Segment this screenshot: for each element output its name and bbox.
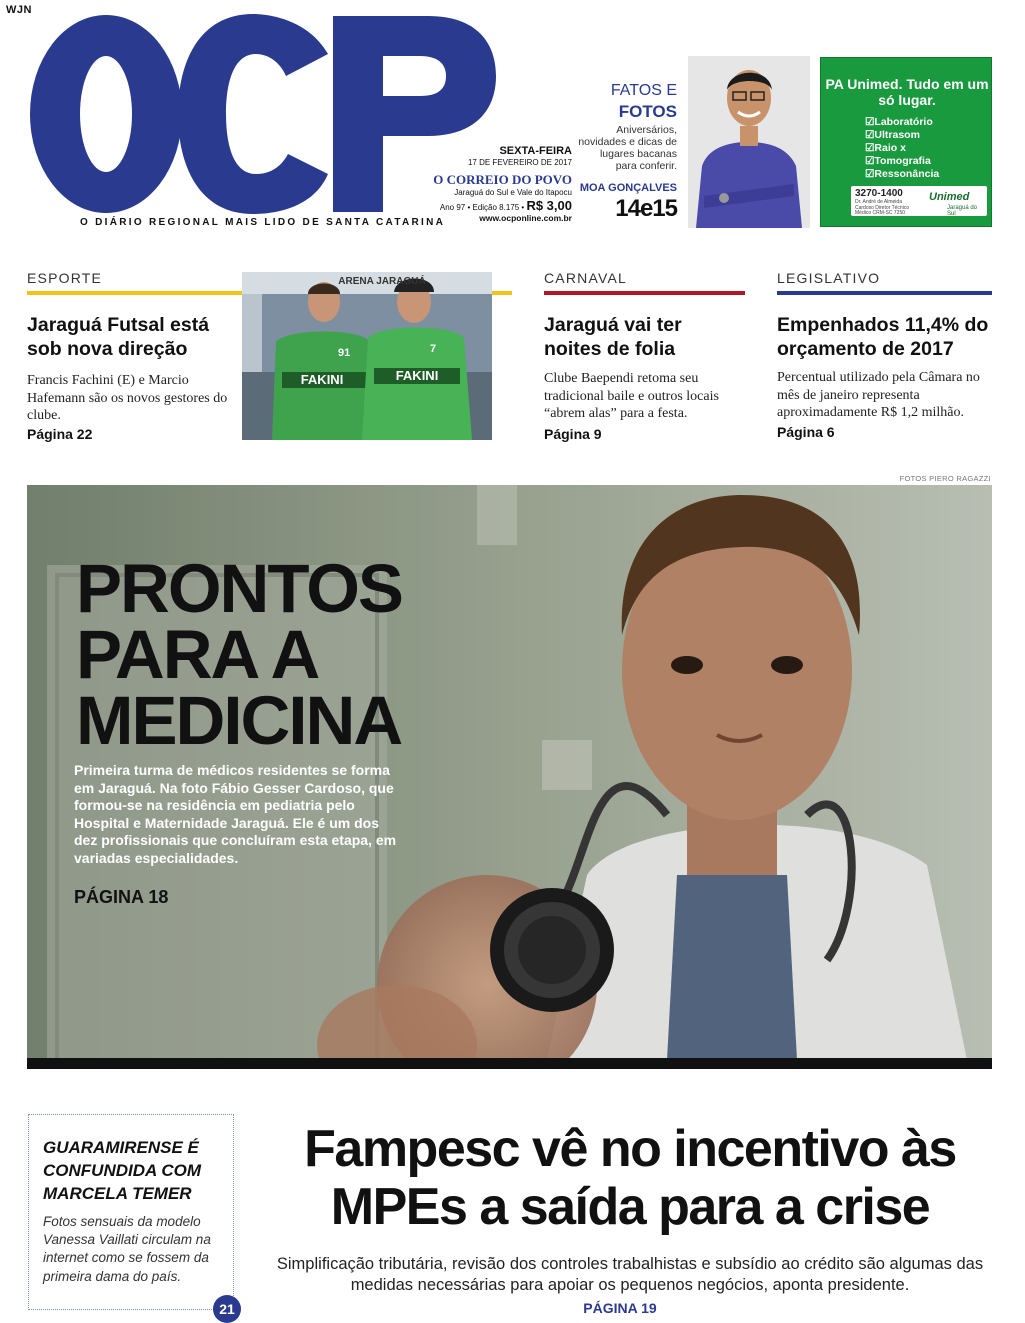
- edition-day: SEXTA-FEIRA: [499, 145, 572, 157]
- photo-bottom-bar: [27, 1058, 992, 1069]
- section-rule: [777, 291, 992, 295]
- fatos-pages: 14e15: [615, 195, 677, 222]
- teaser-page[interactable]: Página 22: [27, 426, 93, 442]
- teaser-body: Percentual utilizado pela Câmara no mês de janeiro representa aproximadamente R$ 1,2 milhão.: [777, 370, 980, 420]
- issue-number: Ano 97 • Edição 8.175 •: [439, 202, 525, 212]
- sidebar-body: Fotos sensuais da modelo Vanessa Vaillati circulam na internet como se fossem da primeira dama do país.: [43, 1214, 211, 1284]
- bottom-headline[interactable]: Fampesc vê no incentivo às MPEs a saída para a crise: [304, 1120, 956, 1236]
- columnist-photo: [688, 56, 810, 228]
- main-lead: Primeira turma de médicos residentes se forma em Jaraguá. Na foto Fábio Gesser Cardoso, que formou-se na residência em pediatria pelo Hospital e Maternidade Jaraguá. Ele é um dos dez profissionais que concluíram esta etapa, em variadas especialidades.: [74, 762, 397, 866]
- main-headline[interactable]: [76, 550, 402, 759]
- section-label: LEGISLATIVO: [777, 270, 881, 286]
- teaser-headline[interactable]: Jaraguá Futsal está sob nova direção: [27, 314, 210, 361]
- ad-service-item: ☑ Raio x: [865, 142, 939, 155]
- ad-service-item: ☑ Tomografia: [865, 155, 939, 168]
- ad-service-item: ☑ Ressonância: [865, 168, 939, 181]
- issue-price-row: [420, 199, 572, 214]
- teaser-body: Francis Fachini (E) e Marcio Hafemann são os novos gestores do clube.: [27, 373, 228, 423]
- fatos-title-2: FOTOS: [618, 102, 677, 121]
- fatos-title-1: FATOS E: [610, 82, 677, 99]
- ad-service-item: ☑ Laboratório: [865, 116, 939, 129]
- page-badge[interactable]: 21: [213, 1295, 241, 1323]
- columnist-name: MOA GONÇALVES: [579, 182, 677, 194]
- ad-title: PA Unimed. Tudo em um só lugar.: [825, 76, 989, 109]
- section-label: ESPORTE: [27, 270, 103, 286]
- unimed-ad[interactable]: [820, 57, 992, 227]
- headline-line: PRONTOS: [76, 550, 402, 627]
- sidebar-story[interactable]: [28, 1114, 235, 1317]
- section-rule: [544, 291, 745, 295]
- photo-credit: FOTOS PIERO RAGAZZI: [899, 474, 991, 483]
- corner-tag: WJN: [6, 4, 32, 16]
- jersey-sponsor: FAKINI: [395, 368, 439, 383]
- teaser-page[interactable]: Página 6: [777, 424, 835, 440]
- jersey-sponsor: FAKINI: [300, 372, 344, 387]
- headline-line: MEDICINA: [76, 682, 402, 759]
- fatos-description: Aniversários, novidades e dicas de lugares bacanas para conferir.: [578, 124, 677, 173]
- paper-name: O CORREIO DO POVO: [433, 171, 572, 187]
- edition-info: [420, 145, 572, 224]
- ad-services-list: [865, 116, 939, 181]
- teaser-body: Clube Baependi retoma seu tradicional baile e outros locais “abrem alas” para a festa.: [544, 371, 719, 421]
- website-link[interactable]: www.ocponline.com.br: [479, 212, 572, 223]
- headline-line: PARA A: [76, 616, 319, 693]
- futsal-photo: [242, 272, 492, 440]
- sidebar-headline[interactable]: GUARAMIRENSE É CONFUNDIDA COM MARCELA TEMER: [43, 1138, 202, 1203]
- teaser-page[interactable]: Página 9: [544, 426, 602, 442]
- ad-phone: 3270-1400: [855, 188, 903, 199]
- edition-date: 17 DE FEVEREIRO DE 2017: [467, 157, 572, 167]
- ad-service-item: ☑ Ultrasom: [865, 129, 939, 142]
- paper-region: Jaraguá do Sul e Vale do Itapocu: [454, 187, 572, 197]
- bottom-subhead: Simplificação tributária, revisão dos controles trabalhistas e subsídio ao crédito são algumas das medidas necessárias para apoiar os pequenos negócios, aponta presidente.: [276, 1255, 984, 1294]
- bottom-page-ref[interactable]: PÁGINA 19: [583, 1300, 657, 1316]
- logo-letter-c: [178, 14, 328, 214]
- unimed-logo-sub: Jaraguá do Sul: [947, 205, 978, 217]
- jersey-number: 91: [338, 347, 351, 359]
- main-page-ref[interactable]: PÁGINA 18: [74, 887, 169, 907]
- teaser-carnaval[interactable]: [544, 270, 745, 295]
- section-label: CARNAVAL: [544, 270, 627, 286]
- unimed-logo: Unimed: [929, 191, 970, 203]
- arena-sign: ARENA JARAGUÁ: [338, 276, 426, 287]
- jersey-number: 7: [430, 343, 437, 355]
- ad-fine-print: Dr. André de Almeida Cardoso Diretor Técnico Médico CRM-SC 7250: [855, 199, 910, 216]
- tagline: O DIÁRIO REGIONAL MAIS LIDO DE SANTA CATARINA: [80, 217, 446, 228]
- ad-contact-card: [851, 186, 987, 216]
- price: R$ 3,00: [526, 197, 572, 213]
- teaser-headline[interactable]: Jaraguá vai ter noites de folia: [544, 314, 682, 361]
- teaser-headline[interactable]: Empenhados 11,4% do orçamento de 2017: [777, 314, 989, 361]
- teaser-legislativo[interactable]: [777, 270, 992, 295]
- fatos-fotos-promo[interactable]: [580, 58, 812, 230]
